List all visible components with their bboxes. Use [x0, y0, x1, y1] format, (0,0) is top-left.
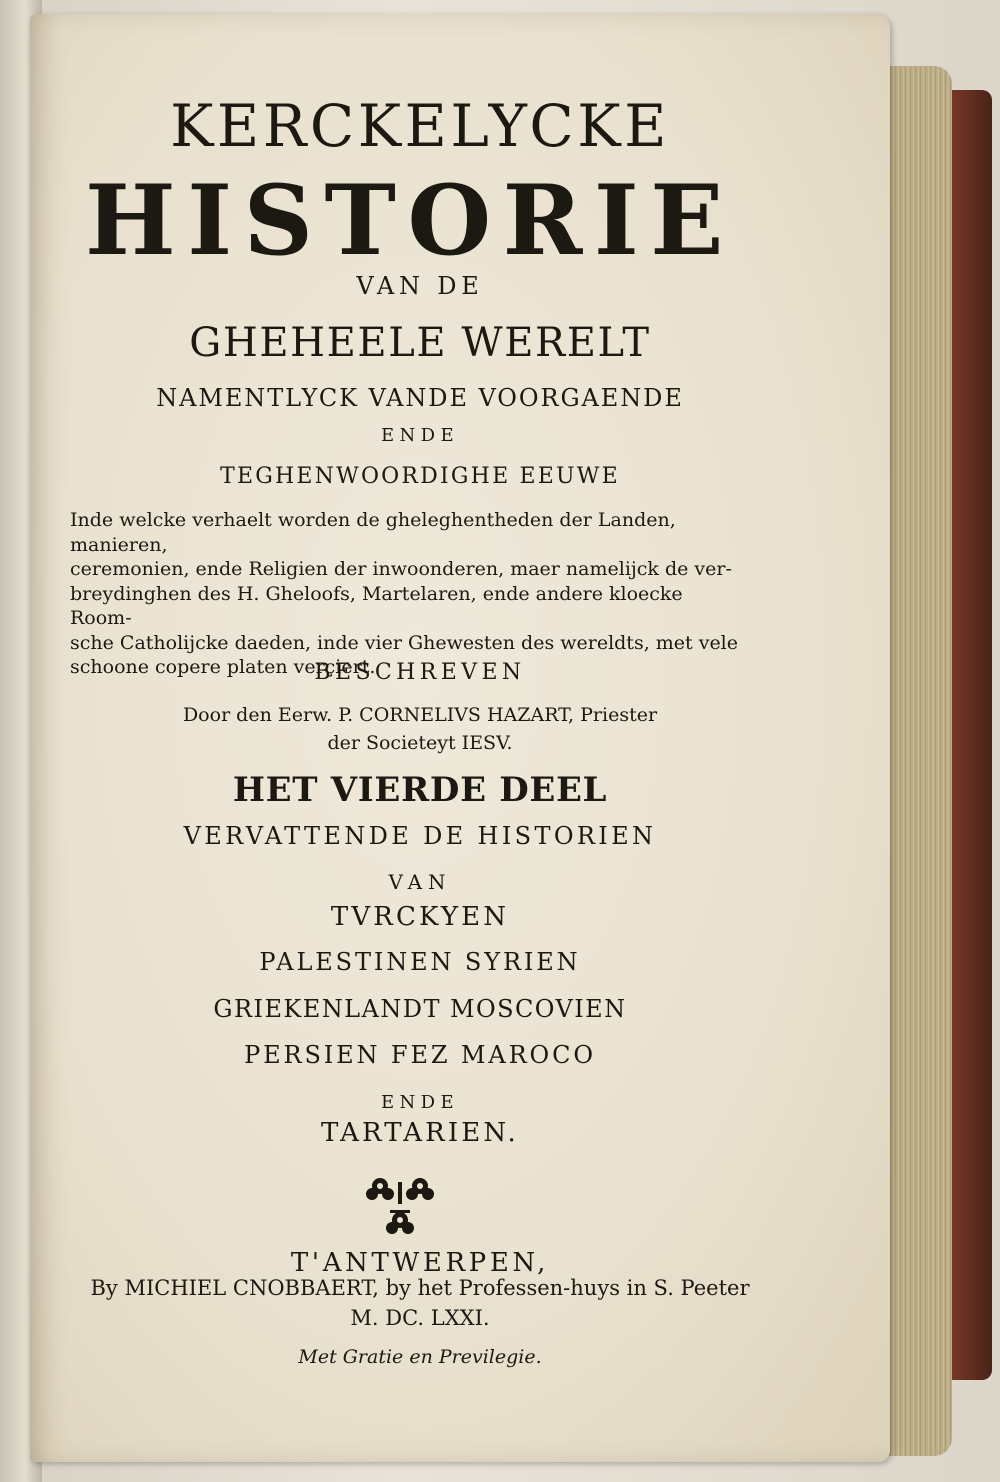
subtitle-line-teghenwoordighe: TEGHENWOORDIGHE EEUWE	[220, 464, 620, 489]
subtitle-line-namentlyck: NAMENTLYCK VANDE VOORGAENDE	[156, 384, 684, 412]
region-griekenlandt-moscovien: GRIEKENLANDT MOSCOVIEN	[213, 995, 627, 1023]
publication-year: M. DC. LXXI.	[350, 1306, 490, 1330]
description-line: sche Catholijcke daeden, inde vier Ghewesten des wereldts, met vele	[70, 631, 739, 654]
ende-line: ENDE	[380, 1092, 460, 1113]
description-line: ceremonien, ende Religien der inwoonderen, maer namelijck de ver-	[70, 558, 732, 580]
author-line: Door den Eerw. P. CORNELIVS HAZART, Priester	[182, 704, 658, 726]
title-line-van-de: VAN DE	[356, 272, 484, 300]
region-turckyen: TVRCKYEN	[330, 902, 510, 932]
van-line: VAN	[388, 870, 452, 894]
description-paragraph	[70, 508, 750, 680]
subtitle-line-ende: ENDE	[380, 425, 460, 446]
author-society-line: der Societeyt IESV.	[327, 732, 513, 754]
description-line: schoone copere platen verçiert.	[70, 656, 376, 678]
title-line-kerckelycke: KERCKELYCKE	[170, 92, 670, 160]
region-persien-fez-maroco: PERSIEN FEZ MAROCO	[244, 1041, 596, 1069]
title-line-historie: HISTORIE	[84, 164, 736, 277]
volume-heading: HET VIERDE DEEL	[232, 770, 608, 810]
region-palestinen-syrien: PALESTINEN SYRIEN	[259, 948, 581, 976]
title-line-gheheele-werelt: GHEHEELE WERELT	[189, 320, 651, 366]
printers-ornament-icon	[350, 1172, 450, 1244]
region-tartarien: TARTARIEN.	[321, 1118, 519, 1148]
privilege-line: Met Gratie en Previlegie.	[298, 1346, 542, 1368]
contents-intro: VERVATTENDE DE HISTORIEN	[183, 822, 657, 850]
place-of-publication: T'ANTWERPEN,	[290, 1248, 550, 1278]
title-page	[30, 14, 890, 1462]
printer-line: By MICHIEL CNOBBAERT, by het Professen-huys in S. Peeter	[90, 1276, 750, 1300]
description-line: breydinghen des H. Gheloofs, Martelaren, ende andere kloecke Room-	[70, 582, 683, 629]
description-line: Inde welcke verhaelt worden de gheleghentheden der Landen, manieren,	[70, 509, 676, 556]
beschreven-heading: BESCHREVEN	[314, 660, 526, 685]
